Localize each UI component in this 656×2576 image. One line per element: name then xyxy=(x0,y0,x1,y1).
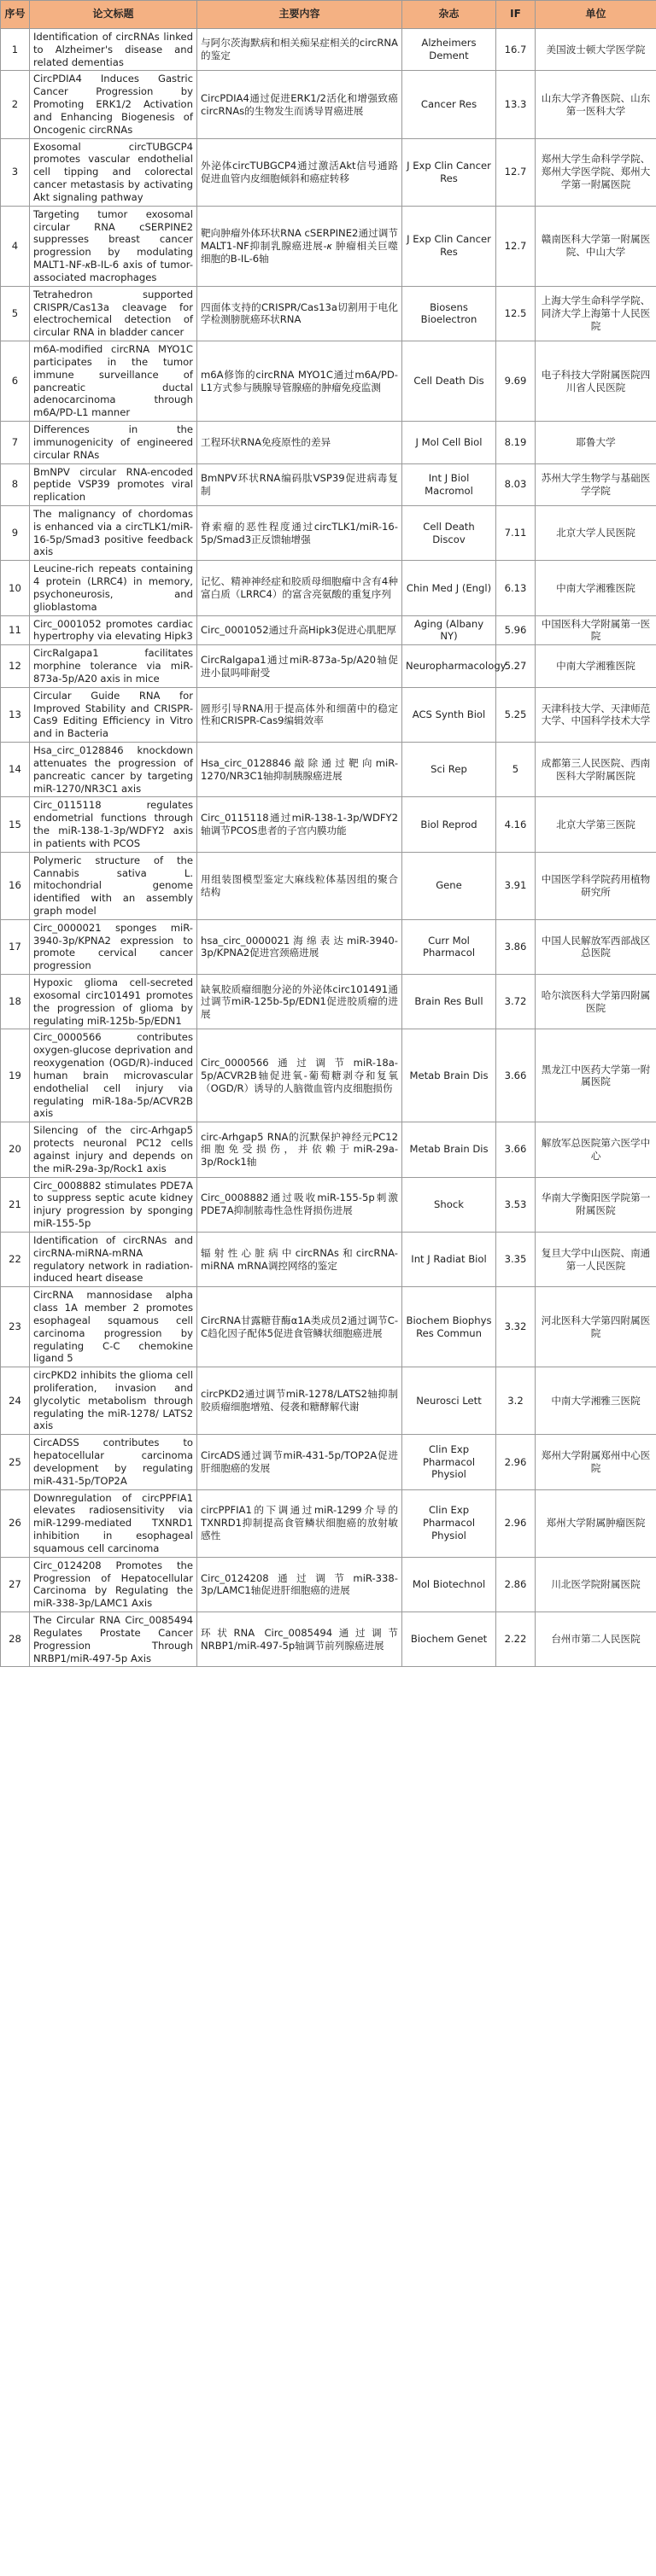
institution: 赣南医科大学第一附属医院、中山大学 xyxy=(536,206,656,286)
institution: 苏州大学生物学与基础医学学院 xyxy=(536,463,656,505)
impact-factor: 2.96 xyxy=(496,1489,536,1557)
row-index: 16 xyxy=(1,852,30,919)
institution: 郑州大学生命科学学院、郑州大学医学院、郑州大学第一附属医院 xyxy=(536,138,656,206)
main-content: 四面体支持的CRISPR/Cas13a切割用于电化学检测膀胱癌环状RNA xyxy=(197,286,402,341)
table-row xyxy=(1,797,656,852)
impact-factor: 3.91 xyxy=(496,852,536,919)
row-index: 21 xyxy=(1,1177,30,1232)
table-row xyxy=(1,615,656,645)
impact-factor: 3.66 xyxy=(496,1029,536,1122)
row-index: 27 xyxy=(1,1557,30,1611)
table-row xyxy=(1,975,656,1029)
row-index: 13 xyxy=(1,687,30,742)
journal-name: Sci Rep xyxy=(402,743,496,797)
paper-title: Tetrahedron supported CRISPR/Cas13a cleavage for electrochemical detection of circular RNA in bladder cancer xyxy=(30,286,197,341)
table-row xyxy=(1,286,656,341)
main-content: 记忆、精神神经症和胶质母细胞瘤中含有4种富白质（LRRC4）的富含亮氨酸的重复序列 xyxy=(197,561,402,615)
journal-name: Cell Death Dis xyxy=(402,341,496,422)
paper-title: BmNPV circular RNA-encoded peptide VSP39 promotes viral replication xyxy=(30,463,197,505)
impact-factor: 2.96 xyxy=(496,1435,536,1489)
paper-title: CircADSS contributes to hepatocellular carcinoma development by regulating miR-431-5p/TOP2A xyxy=(30,1435,197,1489)
impact-factor: 5.25 xyxy=(496,687,536,742)
table-row xyxy=(1,919,656,974)
table-row xyxy=(1,71,656,138)
journal-name: Aging (Albany NY) xyxy=(402,615,496,645)
impact-factor: 3.35 xyxy=(496,1232,536,1286)
table-row xyxy=(1,138,656,206)
journal-name: Biochem Genet xyxy=(402,1612,496,1667)
main-content: m6A修饰的circRNA MYO1C通过m6A/PD-L1方式参与胰腺导管腺癌的肿瘤免疫监测 xyxy=(197,341,402,422)
journal-name: Neurosci Lett xyxy=(402,1367,496,1435)
paper-title: Identification of circRNAs linked to Alzheimer's disease and related dementias xyxy=(30,29,197,71)
journal-name: J Exp Clin Cancer Res xyxy=(402,206,496,286)
impact-factor: 5.27 xyxy=(496,645,536,687)
paper-title: Circ_0115118 regulates endometrial functions through the miR-138-1-3p/WDFY2 axis in patients with PCOS xyxy=(30,797,197,852)
table-row xyxy=(1,505,656,560)
impact-factor: 3.72 xyxy=(496,975,536,1029)
main-content: 脊索瘤的恶性程度通过circTLK1/miR-16-5p/Smad3正反馈轴增强 xyxy=(197,505,402,560)
paper-title: Exosomal circTUBGCP4 promotes vascular endothelial cell tipping and colorectal cancer metastasis by activating Akt signaling pathway xyxy=(30,138,197,206)
table-row xyxy=(1,29,656,71)
impact-factor: 3.53 xyxy=(496,1177,536,1232)
paper-title: Hypoxic glioma cell-secreted exosomal circ101491 promotes the progression of glioma by regulating miR-125b-5p/EDN1 xyxy=(30,975,197,1029)
paper-title: Circ_0124208 Promotes the Progression of Hepatocellular Carcinoma by Regulating the miR-338-3p/LAMC1 Axis xyxy=(30,1557,197,1611)
row-index: 28 xyxy=(1,1612,30,1667)
row-index: 9 xyxy=(1,505,30,560)
institution: 成都第三人民医院、西南医科大学附属医院 xyxy=(536,743,656,797)
main-content: 圆形引导RNA用于提高体外和细菌中的稳定性和CRISPR-Cas9编辑效率 xyxy=(197,687,402,742)
impact-factor: 7.11 xyxy=(496,505,536,560)
impact-factor: 4.16 xyxy=(496,797,536,852)
institution: 山东大学齐鲁医院、山东第一医科大学 xyxy=(536,71,656,138)
paper-title: Circ_0001052 promotes cardiac hypertrophy via elevating Hipk3 xyxy=(30,615,197,645)
main-content: 辐射性心脏病中circRNAs和circRNA-miRNA mRNA调控网络的鉴定 xyxy=(197,1232,402,1286)
journal-name: Biochem Biophys Res Commun xyxy=(402,1287,496,1367)
paper-title: Polymeric structure of the Cannabis sativa L. mitochondrial genome identified with an assembly graph model xyxy=(30,852,197,919)
row-index: 17 xyxy=(1,919,30,974)
institution: 上海大学生命科学学院、同济大学上海第十人民医院 xyxy=(536,286,656,341)
impact-factor: 3.86 xyxy=(496,919,536,974)
row-index: 15 xyxy=(1,797,30,852)
row-index: 22 xyxy=(1,1232,30,1286)
main-content: 缺氧胶质瘤细胞分泌的外泌体circ101491通过调节miR-125b-5p/EDN1促进胶质瘤的进展 xyxy=(197,975,402,1029)
institution: 美国波士顿大学医学院 xyxy=(536,29,656,71)
row-index: 20 xyxy=(1,1122,30,1177)
header-row xyxy=(1,1,656,29)
header-content: 主要内容 xyxy=(197,1,402,29)
journal-name: J Mol Cell Biol xyxy=(402,422,496,463)
journal-name: Int J Radiat Biol xyxy=(402,1232,496,1286)
institution: 复旦大学中山医院、南通第一人民医院 xyxy=(536,1232,656,1286)
paper-title: Hsa_circ_0128846 knockdown attenuates the progression of pancreatic cancer by targeting miR-1270/NR3C1 axis xyxy=(30,743,197,797)
institution: 耶鲁大学 xyxy=(536,422,656,463)
journal-name: Gene xyxy=(402,852,496,919)
impact-factor: 5 xyxy=(496,743,536,797)
journal-name: Cell Death Discov xyxy=(402,505,496,560)
journal-name: Shock xyxy=(402,1177,496,1232)
institution: 天津科技大学、天津师范大学、中国科学技术大学 xyxy=(536,687,656,742)
main-content: CircRNA甘露糖苷酶α1A类成员2通过调节C-C趋化因子配体5促进食管鳞状细胞癌进展 xyxy=(197,1287,402,1367)
table-row xyxy=(1,1435,656,1489)
journal-name: Neuropharmacology xyxy=(402,645,496,687)
table-body xyxy=(1,29,656,1667)
institution: 川北医学院附属医院 xyxy=(536,1557,656,1611)
paper-title: Identification of circRNAs and circRNA-miRNA-mRNA regulatory network in radiation-induced heart disease xyxy=(30,1232,197,1286)
header-institution: 单位 xyxy=(536,1,656,29)
impact-factor: 16.7 xyxy=(496,29,536,71)
main-content: circPPFIA1的下调通过miR-1299介导的TXNRD1抑制提高食管鳞状细胞癌的放射敏感性 xyxy=(197,1489,402,1557)
paper-title: Circ_0000021 sponges miR-3940-3p/KPNA2 expression to promote cervical cancer progression xyxy=(30,919,197,974)
institution: 台州市第二人民医院 xyxy=(536,1612,656,1667)
journal-name: Metab Brain Dis xyxy=(402,1122,496,1177)
main-content: 环状RNA Circ_0085494通过调节NRBP1/miR-497-5p轴调节前列腺癌进展 xyxy=(197,1612,402,1667)
journal-name: Cancer Res xyxy=(402,71,496,138)
row-index: 11 xyxy=(1,615,30,645)
main-content: CircRalgapa1通过miR-873a-5p/A20轴促进小鼠吗啡耐受 xyxy=(197,645,402,687)
row-index: 23 xyxy=(1,1287,30,1367)
main-content: 靶向肿瘤外体环状RNA cSERPINE2通过调节MALT1-NF抑制乳腺癌进展-𝜅 肿瘤相关巨噬细胞的B-IL-6轴 xyxy=(197,206,402,286)
table-row xyxy=(1,1489,656,1557)
table-row xyxy=(1,687,656,742)
journal-name: Chin Med J (Engl) xyxy=(402,561,496,615)
table-row xyxy=(1,1367,656,1435)
institution: 中南大学湘雅三医院 xyxy=(536,1367,656,1435)
main-content: Circ_0115118通过miR-138-1-3p/WDFY2轴调节PCOS患者的子宫内膜功能 xyxy=(197,797,402,852)
paper-title: Circular Guide RNA for Improved Stability and CRISPR-Cas9 Editing Efficiency in Vitro and in Bacteria xyxy=(30,687,197,742)
row-index: 14 xyxy=(1,743,30,797)
row-index: 10 xyxy=(1,561,30,615)
main-content: Circ_0008882通过吸收miR-155-5p刺激PDE7A抑制脓毒性急性肾损伤进展 xyxy=(197,1177,402,1232)
institution: 中国人民解放军西部战区总医院 xyxy=(536,919,656,974)
journal-name: Clin Exp Pharmacol Physiol xyxy=(402,1435,496,1489)
institution: 电子科技大学附属医院四川省人民医院 xyxy=(536,341,656,422)
paper-title: Silencing of the circ-Arhgap5 protects neuronal PC12 cells against injury and depends on the miR-29a-3p/Rock1 axis xyxy=(30,1122,197,1177)
row-index: 2 xyxy=(1,71,30,138)
row-index: 25 xyxy=(1,1435,30,1489)
impact-factor: 13.3 xyxy=(496,71,536,138)
row-index: 3 xyxy=(1,138,30,206)
row-index: 6 xyxy=(1,341,30,422)
paper-title: Targeting tumor exosomal circular RNA cSERPINE2 suppresses breast cancer progression by modulating MALT1-NF-𝜅B-IL-6 axis of tumor-associated macrophages xyxy=(30,206,197,286)
table-row xyxy=(1,422,656,463)
impact-factor: 3.66 xyxy=(496,1122,536,1177)
header-title: 论文标题 xyxy=(30,1,197,29)
table-row xyxy=(1,1232,656,1286)
table-row xyxy=(1,1029,656,1122)
row-index: 18 xyxy=(1,975,30,1029)
paper-title: The malignancy of chordomas is enhanced via a circTLK1/miR-16-5p/Smad3 positive feedback axis xyxy=(30,505,197,560)
table-row xyxy=(1,1612,656,1667)
institution: 中国医科大学附属第一医院 xyxy=(536,615,656,645)
paper-title: CircPDIA4 Induces Gastric Cancer Progression by Promoting ERK1/2 Activation and Enhancing Biogenesis of Oncogenic circRNAs xyxy=(30,71,197,138)
impact-factor: 5.96 xyxy=(496,615,536,645)
paper-title: CircRNA mannosidase alpha class 1A member 2 promotes esophageal squamous cell carcinoma progression by regulating C-C chemokine ligand 5 xyxy=(30,1287,197,1367)
institution: 北京大学人民医院 xyxy=(536,505,656,560)
journal-name: Alzheimers Dement xyxy=(402,29,496,71)
table-row xyxy=(1,463,656,505)
row-index: 8 xyxy=(1,463,30,505)
row-index: 5 xyxy=(1,286,30,341)
main-content: CircADS通过调节miR-431-5p/TOP2A促进肝细胞癌的发展 xyxy=(197,1435,402,1489)
institution: 中南大学湘雅医院 xyxy=(536,561,656,615)
journal-name: Brain Res Bull xyxy=(402,975,496,1029)
table-row xyxy=(1,341,656,422)
row-index: 4 xyxy=(1,206,30,286)
table-row xyxy=(1,1122,656,1177)
header-journal: 杂志 xyxy=(402,1,496,29)
impact-factor: 3.32 xyxy=(496,1287,536,1367)
journal-name: Biosens Bioelectron xyxy=(402,286,496,341)
table-row xyxy=(1,743,656,797)
institution: 郑州大学附属郑州中心医院 xyxy=(536,1435,656,1489)
table-row xyxy=(1,561,656,615)
main-content: 工程环状RNA免疫原性的差异 xyxy=(197,422,402,463)
table-row xyxy=(1,852,656,919)
impact-factor: 6.13 xyxy=(496,561,536,615)
main-content: circ-Arhgap5 RNA的沉默保护神经元PC12细胞免受损伤，并依赖于miR-29a-3p/Rock1轴 xyxy=(197,1122,402,1177)
paper-title: Downregulation of circPPFIA1 elevates radiosensitivity via miR-1299-mediated TXNRD1 inhibition in esophageal squamous cell carcinoma xyxy=(30,1489,197,1557)
institution: 郑州大学附属肿瘤医院 xyxy=(536,1489,656,1557)
paper-title: Circ_0000566 contributes oxygen-glucose deprivation and reoxygenation (OGD/R)-induced human brain microvascular endothelial cell injury via regulating miR-18a-5p/ACVR2B axis xyxy=(30,1029,197,1122)
table-header xyxy=(1,1,656,29)
institution: 哈尔滨医科大学第四附属医院 xyxy=(536,975,656,1029)
main-content: Hsa_circ_0128846敲除通过靶向miR-1270/NR3C1轴抑制胰腺癌进展 xyxy=(197,743,402,797)
journal-name: ACS Synth Biol xyxy=(402,687,496,742)
paper-title: The Circular RNA Circ_0085494 Regulates Prostate Cancer Progression Through NRBP1/miR-497-5p Axis xyxy=(30,1612,197,1667)
institution: 河北医科大学第四附属医院 xyxy=(536,1287,656,1367)
main-content: Circ_0000566通过调节miR-18a-5p/ACVR2B轴促进氧-葡萄糖剥夺和复氧（OGD/R）诱导的人脑微血管内皮细胞损伤 xyxy=(197,1029,402,1122)
main-content: 用组装图模型鉴定大麻线粒体基因组的聚合结构 xyxy=(197,852,402,919)
paper-title: Circ_0008882 stimulates PDE7A to suppress septic acute kidney injury progression by sponging miR-155-5p xyxy=(30,1177,197,1232)
main-content: 与阿尔茨海默病和相关痴呆症相关的circRNA的鉴定 xyxy=(197,29,402,71)
impact-factor: 2.22 xyxy=(496,1612,536,1667)
impact-factor: 8.03 xyxy=(496,463,536,505)
row-index: 24 xyxy=(1,1367,30,1435)
impact-factor: 8.19 xyxy=(496,422,536,463)
impact-factor: 9.69 xyxy=(496,341,536,422)
impact-factor: 3.2 xyxy=(496,1367,536,1435)
table-row xyxy=(1,645,656,687)
journal-name: J Exp Clin Cancer Res xyxy=(402,138,496,206)
impact-factor: 2.86 xyxy=(496,1557,536,1611)
institution: 中国医学科学院药用植物研究所 xyxy=(536,852,656,919)
main-content: circPKD2通过调节miR-1278/LATS2轴抑制胶质瘤细胞增殖、侵袭和糖酵解代谢 xyxy=(197,1367,402,1435)
main-content: 外泌体circTUBGCP4通过激活Akt信号通路促进血管内皮细胞倾斜和癌症转移 xyxy=(197,138,402,206)
row-index: 1 xyxy=(1,29,30,71)
institution: 华南大学衡阳医学院第一附属医院 xyxy=(536,1177,656,1232)
row-index: 7 xyxy=(1,422,30,463)
institution: 解放军总医院第六医学中心 xyxy=(536,1122,656,1177)
row-index: 12 xyxy=(1,645,30,687)
journal-name: Mol Biotechnol xyxy=(402,1557,496,1611)
main-content: BmNPV环状RNA编码肽VSP39促进病毒复制 xyxy=(197,463,402,505)
institution: 黑龙江中医药大学第一附属医院 xyxy=(536,1029,656,1122)
institution: 中南大学湘雅医院 xyxy=(536,645,656,687)
header-index: 序号 xyxy=(1,1,30,29)
paper-title: circPKD2 inhibits the glioma cell proliferation, invasion and glycolytic metabolism through regulating the miR-1278/ LATS2 axis xyxy=(30,1367,197,1435)
journal-name: Metab Brain Dis xyxy=(402,1029,496,1122)
main-content: CircPDIA4通过促进ERK1/2活化和增强致癌circRNAs的生物发生而诱导胃癌进展 xyxy=(197,71,402,138)
paper-title: Differences in the immunogenicity of engineered circular RNAs xyxy=(30,422,197,463)
journal-name: Clin Exp Pharmacol Physiol xyxy=(402,1489,496,1557)
table-row xyxy=(1,206,656,286)
journal-name: Curr Mol Pharmacol xyxy=(402,919,496,974)
row-index: 26 xyxy=(1,1489,30,1557)
main-content: hsa_circ_0000021海绵表达miR-3940-3p/KPNA2促进宫颈癌进展 xyxy=(197,919,402,974)
table-row xyxy=(1,1557,656,1611)
paper-title: CircRalgapa1 facilitates morphine tolerance via miR-873a-5p/A20 axis in mice xyxy=(30,645,197,687)
row-index: 19 xyxy=(1,1029,30,1122)
impact-factor: 12.5 xyxy=(496,286,536,341)
journal-name: Int J Biol Macromol xyxy=(402,463,496,505)
paper-title: Leucine-rich repeats containing 4 protein (LRRC4) in memory, psychoneurosis, and glioblastoma xyxy=(30,561,197,615)
institution: 北京大学第三医院 xyxy=(536,797,656,852)
header-impact-factor: IF xyxy=(496,1,536,29)
journal-name: Biol Reprod xyxy=(402,797,496,852)
paper-title: m6A-modified circRNA MYO1C participates in the tumor immune surveillance of pancreatic ductal adenocarcinoma through m6A/PD-L1 manner xyxy=(30,341,197,422)
table-row xyxy=(1,1177,656,1232)
impact-factor: 12.7 xyxy=(496,206,536,286)
main-content: Circ_0001052通过升高Hipk3促进心肌肥厚 xyxy=(197,615,402,645)
table-row xyxy=(1,1287,656,1367)
impact-factor: 12.7 xyxy=(496,138,536,206)
main-content: Circ_0124208通过调节miR-338-3p/LAMC1轴促进肝细胞癌的进展 xyxy=(197,1557,402,1611)
